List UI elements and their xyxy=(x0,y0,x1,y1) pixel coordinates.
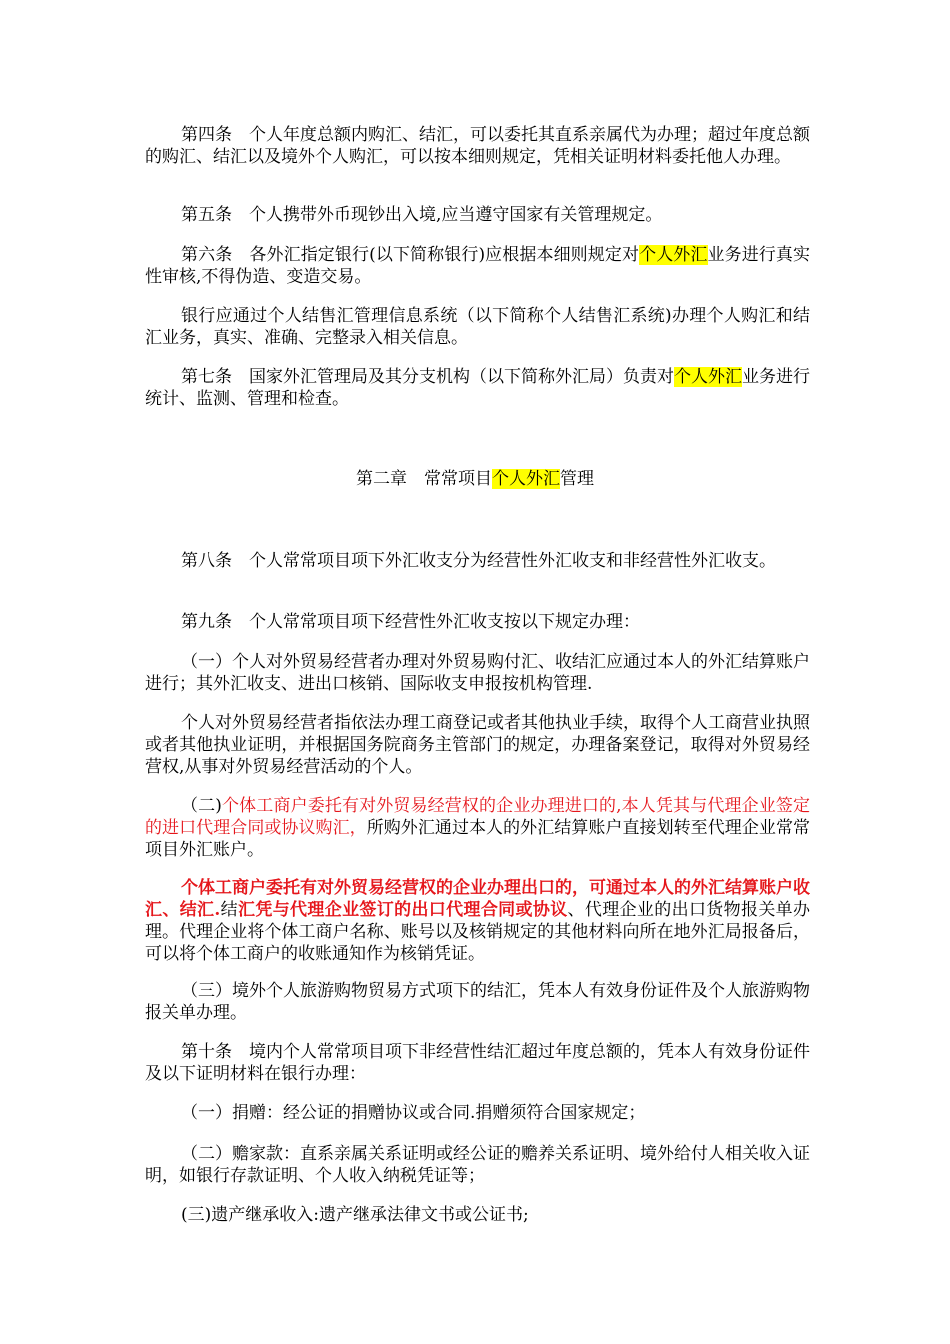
article-5: 第五条 个人携带外币现钞出入境,应当遵守国家有关管理规定。 xyxy=(181,205,663,225)
highlighted-term: 个人外汇 xyxy=(639,245,708,265)
chapter-2-title-start: 第二章 常常项目 xyxy=(356,469,492,489)
article-9-item-2-paragraph-2 xyxy=(145,877,810,965)
highlighted-term: 个人外汇 xyxy=(674,367,742,387)
chapter-2-heading xyxy=(0,468,950,490)
article-6-text-end: 业务进行真实性审核,不得伪造、变造交易。 xyxy=(145,245,811,287)
highlighted-term: 个人外汇 xyxy=(492,469,560,489)
red-bold-emphasis-text: 个体工商户委托有对外贸易经营权的企业办理出口的，可通过本人的外汇结算账户收汇、结汇. xyxy=(145,878,810,920)
article-9-item-2 xyxy=(145,795,810,861)
article-9-item-1-paragraph-2: 个人对外贸易经营者指依法办理工商登记或者其他执业手续，取得个人工商营业执照或者其他执业证明，并根据国务院商务主管部门的规定，办理备案登记，取得对外贸易经营权,从事对外贸易经营活动的个人。 xyxy=(145,713,810,777)
article-6-paragraph-2: 银行应通过个人结售汇管理信息系统（以下简称个人结售汇系统)办理个人购汇和结汇业务，真实、准确、完整录入相关信息。 xyxy=(145,306,810,348)
article-10-item-3: (三)遗产继承收入:遗产继承法律文书或公证书; xyxy=(181,1205,529,1225)
article-9: 第九条 个人常常项目项下经营性外汇收支按以下规定办理： xyxy=(181,612,640,632)
chapter-2-title-end: 管理 xyxy=(560,469,594,489)
article-7-text-start: 第七条 国家外汇管理局及其分支机构（以下简称外汇局）负责对 xyxy=(181,367,674,387)
article-8: 第八条 个人常常项目项下外汇收支分为经营性外汇收支和非经营性外汇收支。 xyxy=(181,551,776,571)
red-emphasis-text: 个体工商户委托有对外贸易经营权的企业办理进口的,本人凭其与代理企业签定的进口代理合同或协议购汇， xyxy=(145,796,810,838)
article-10-item-2: （二）赡家款：直系亲属关系证明或经公证的赡养关系证明、境外给付人相关收入证明，如银行存款证明、个人收入纳税凭证等； xyxy=(145,1144,810,1186)
article-9-item-2-text: 所购外汇通过本人的外汇结算账户直接划转至代理企业常常项目外汇账户。 xyxy=(145,818,811,860)
article-4: 第四条 个人年度总额内购汇、结汇，可以委托其直系亲属代为办理；超过年度总额的购汇、结汇以及境外个人购汇，可以按本细则规定，凭相关证明材料委托他人办理。 xyxy=(145,125,810,167)
article-9-item-3: （三）境外个人旅游购物贸易方式项下的结汇，凭本人有效身份证件及个人旅游购物报关单办理。 xyxy=(145,981,810,1023)
article-10-item-1: （一）捐赠：经公证的捐赠协议或合同.捐赠须符合国家规定； xyxy=(181,1103,646,1123)
article-10: 第十条 境内个人常常项目项下非经营性结汇超过年度总额的，凭本人有效身份证件及以下证明材料在银行办理： xyxy=(145,1042,810,1084)
plain-char: 结 xyxy=(220,900,238,920)
red-bold-emphasis-text-2: 汇凭与代理企业签订的出口代理合同或协议 xyxy=(238,900,568,920)
article-6 xyxy=(145,244,810,288)
article-7-text-end: 业务进行统计、监测、管理和检查。 xyxy=(145,367,810,409)
article-9-item-1: （一）个人对外贸易经营者办理对外贸易购付汇、收结汇应通过本人的外汇结算账户进行；其外汇收支、进出口核销、国际收支申报按机构管理. xyxy=(145,652,810,694)
article-7 xyxy=(145,366,810,410)
article-9-item-2-prefix: （二) xyxy=(181,796,222,816)
article-9-item-2-paragraph-2-text: 、代理企业的出口货物报关单办理。代理企业将个体工商户名称、账号以及核销规定的其他材料向所在地外汇局报备后，可以将个体工商户的收账通知作为核销凭证。 xyxy=(145,900,811,964)
article-6-text-start: 第六条 各外汇指定银行(以下简称银行)应根据本细则规定对 xyxy=(181,245,640,265)
